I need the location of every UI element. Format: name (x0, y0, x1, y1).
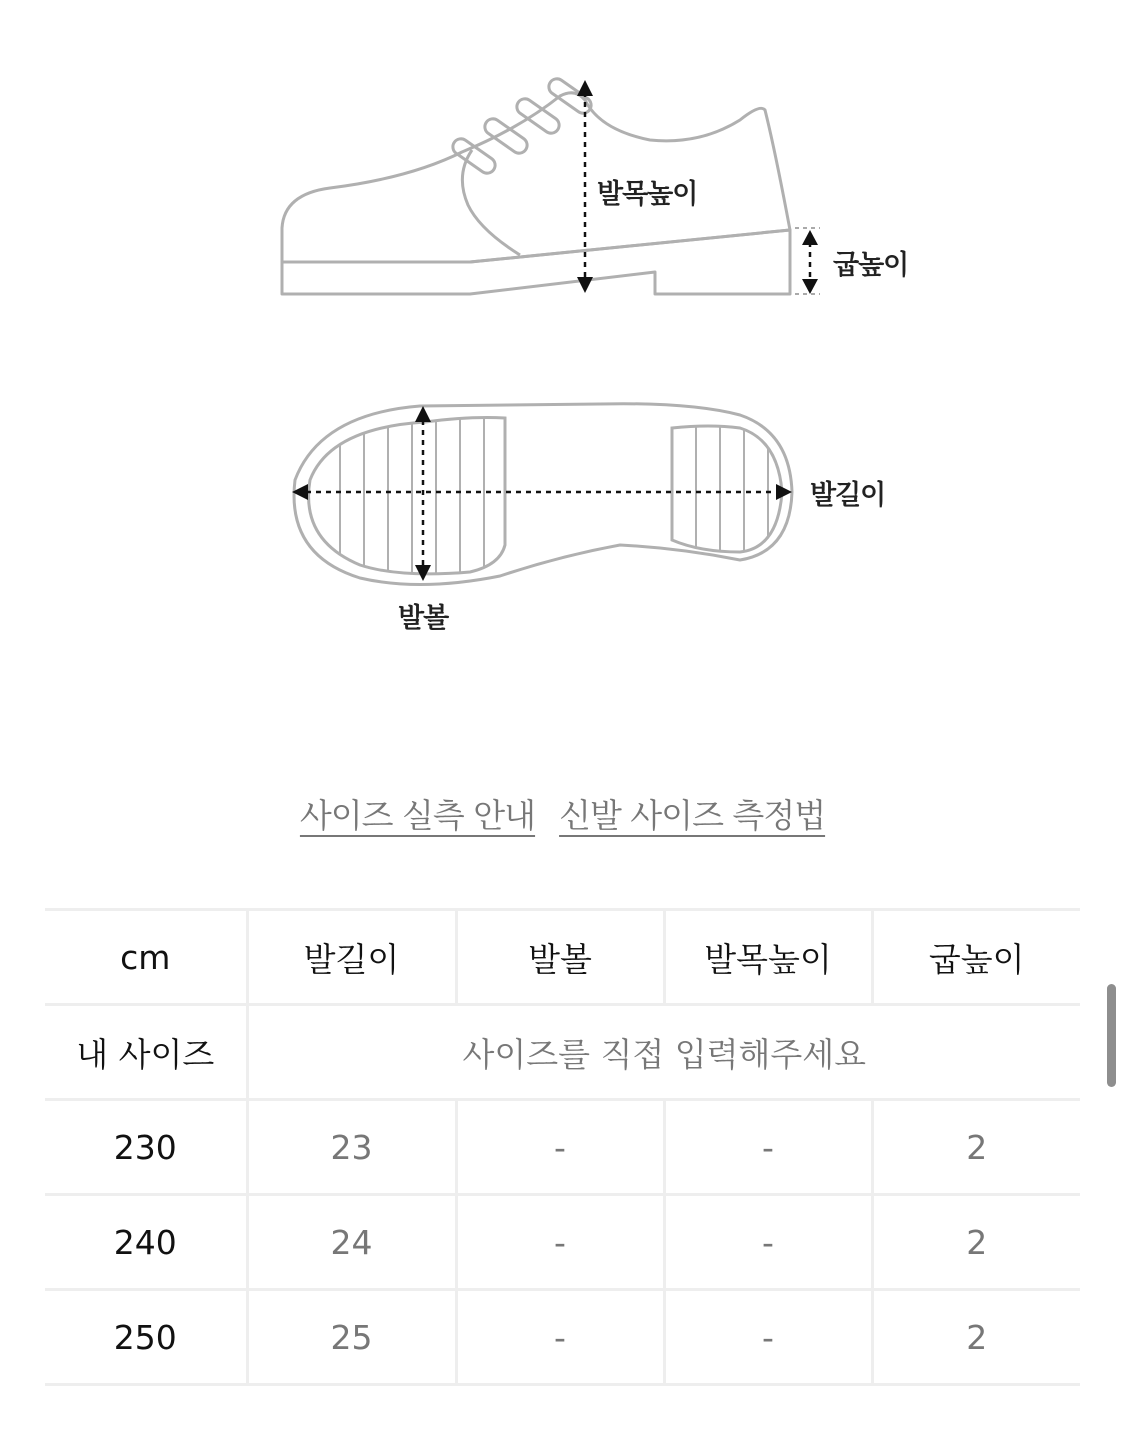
measure-guide-link[interactable]: 신발 사이즈 측정법 (559, 796, 826, 835)
size-guide-link[interactable]: 사이즈 실측 안내 (299, 796, 536, 835)
size-table (45, 908, 1080, 1386)
header-heel-height: 굽높이 (872, 910, 1080, 1005)
foot-length-arrow (292, 484, 792, 500)
my-size-label: 내 사이즈 (45, 1005, 247, 1100)
ankle-height-label: 발목높이 (597, 179, 698, 210)
foot-length-cell: 24 (247, 1195, 456, 1290)
foot-width-cell: - (456, 1195, 664, 1290)
heel-tread (696, 400, 768, 600)
heel-height-label: 굽높이 (833, 250, 909, 281)
shoe-sole-diagram (0, 0, 1125, 640)
forefoot-tread (340, 400, 484, 600)
header-cm: cm (45, 910, 247, 1005)
ankle-height-cell: - (664, 1290, 872, 1385)
guide-links (0, 790, 1125, 837)
foot-width-cell: - (456, 1100, 664, 1195)
size-cell: 250 (45, 1290, 247, 1385)
foot-width-cell: - (456, 1290, 664, 1385)
table-row (45, 1100, 1080, 1195)
vertical-scrollbar[interactable] (1107, 984, 1116, 1087)
table-header-row (45, 910, 1080, 1005)
table-row (45, 1290, 1080, 1385)
foot-length-label: 발길이 (810, 480, 886, 511)
table-row (45, 1195, 1080, 1290)
header-ankle-height: 발목높이 (664, 910, 872, 1005)
heel-height-cell: 2 (872, 1290, 1080, 1385)
ankle-height-cell: - (664, 1195, 872, 1290)
my-size-input[interactable]: 사이즈를 직접 입력해주세요 (247, 1005, 1080, 1100)
foot-length-cell: 25 (247, 1290, 456, 1385)
ankle-height-cell: - (664, 1100, 872, 1195)
foot-length-cell: 23 (247, 1100, 456, 1195)
size-cell: 240 (45, 1195, 247, 1290)
foot-width-arrow (415, 406, 431, 581)
heel-height-cell: 2 (872, 1100, 1080, 1195)
header-foot-length: 발길이 (247, 910, 456, 1005)
heel-height-cell: 2 (872, 1195, 1080, 1290)
header-foot-width: 발볼 (456, 910, 664, 1005)
foot-width-label: 발볼 (398, 603, 449, 634)
my-size-row (45, 1005, 1080, 1100)
size-cell: 230 (45, 1100, 247, 1195)
